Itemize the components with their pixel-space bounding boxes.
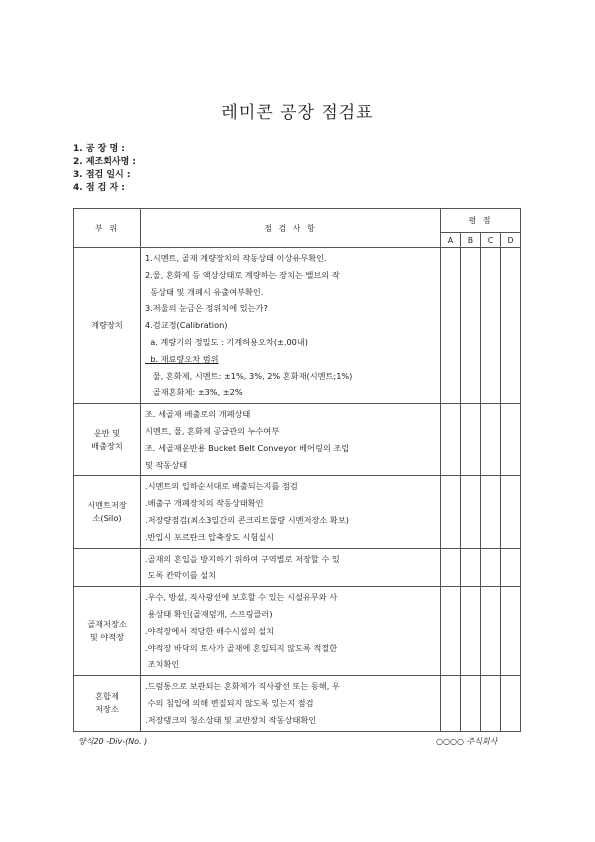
score-cell-c[interactable] [481,548,501,587]
score-cell-c[interactable] [481,476,501,548]
check-item: 동상태 및 개폐시 유출여부확인. [145,286,264,297]
form-number: 양식20 -Div-(No. ) [78,737,148,746]
grade-c: C [481,233,501,248]
info-inspection-date: 3. 점검 일시 : [73,170,131,180]
category-label: 및 야적장 [89,632,125,643]
score-cell-b[interactable] [461,476,481,548]
score-cell-b[interactable] [461,404,481,476]
category-label: 계량장치 [91,320,123,331]
score-cell-c[interactable] [481,404,501,476]
check-item: 조치확인 [145,659,180,670]
category-cell [74,587,141,676]
document-title: 레미콘 공장 점검표 [221,103,374,123]
check-item: b. 재료량오차 범위 [145,353,219,364]
header-rating: 평 점 [441,209,521,233]
grade-b: B [461,233,481,248]
check-item: 조. 세골재운반용 Bucket Belt Conveyor 베어링의 조립 [145,442,350,453]
check-item: 및 작동상태 [145,459,188,470]
score-cell-d[interactable] [501,587,521,676]
check-item: a. 계량기의 정밀도 : 기계허용오차(±.00내) [145,336,308,347]
check-item: .배출구 개폐장치의 작동상태확인 [145,498,264,509]
table-row [74,676,521,731]
info-manufacturer: 2. 제조회사명 : [73,157,137,167]
items-cell [141,248,441,404]
items-cell [141,676,441,731]
table-row [74,404,521,476]
score-cell-d[interactable] [501,548,521,587]
score-cell-d[interactable] [501,476,521,548]
category-cell [74,476,141,548]
table-row [74,248,521,404]
score-cell-a[interactable] [441,587,461,676]
info-inspector: 4. 점 검 자 : [73,183,125,193]
category-cell [74,676,141,731]
score-cell-a[interactable] [441,676,461,731]
score-cell-d[interactable] [501,676,521,731]
check-item: 시멘트, 물, 혼화제 공급관의 누수여부 [145,425,280,436]
category-label: 골재저장소 [87,619,127,630]
items-cell [141,476,441,548]
table-row [74,548,521,587]
check-item: 물, 혼화제, 시멘트: ±1%, 3%, 2% 혼화재(시멘트;1%) [145,370,353,381]
category-cell [74,548,141,587]
score-cell-a[interactable] [441,248,461,404]
header-items: 점 검 사 항 [141,209,441,248]
check-item: 3.저울의 눈금은 정위치에 있는가? [145,303,268,314]
grade-d: D [501,233,521,248]
category-label: 소(Silo) [92,512,122,523]
category-label: 시멘트저장 [87,499,127,510]
check-item: 4.검교정(Calibration) [145,320,228,331]
table-row [74,587,521,676]
score-cell-d[interactable] [501,404,521,476]
score-cell-a[interactable] [441,404,461,476]
score-cell-d[interactable] [501,248,521,404]
score-cell-b[interactable] [461,548,481,587]
company-name: ○○○○ 주식회사 [436,737,498,746]
category-label: 배출장치 [91,440,123,451]
info-factory-name: 1. 공 장 명 : [73,144,125,154]
score-cell-c[interactable] [481,587,501,676]
items-cell [141,548,441,587]
check-item: 조. 세골재 배출로의 개폐상태 [145,409,251,420]
category-label: 혼합제 [95,691,119,702]
check-item: .시멘트의 입하순서대로 배출되는지를 점검 [145,481,298,492]
category-cell [74,248,141,404]
check-item: 용상태 확인(골재덮개, 스프링클러) [145,608,273,619]
check-item: 도록 칸막이를 설치 [145,570,217,581]
check-item: .저장탱크의 청소상태 및 교반장치 작동상태확인 [145,714,317,725]
info-block [73,143,136,195]
check-item: .야적장 바닥의 토사가 골재에 혼입되지 않도록 적절한 [145,642,338,653]
score-cell-a[interactable] [441,476,461,548]
score-cell-c[interactable] [481,248,501,404]
table-row [74,476,521,548]
check-item: .저장량점검(최소3일간의 콘크리트물량 시멘저장소 확보) [145,514,349,525]
score-cell-b[interactable] [461,248,481,404]
check-item: .골재의 혼입을 방지하기 위하여 구역별로 저장할 수 있 [145,553,340,564]
check-item: 2.물, 혼화제 등 액상상태로 계량하는 장치는 밸브의 작 [145,269,340,280]
category-label: 저장소 [95,704,119,715]
items-cell [141,587,441,676]
check-item: .드럼통으로 보관되는 혼화제가 직사광선 또는 동해, 우 [145,681,340,692]
category-cell [74,404,141,476]
check-item: 골재혼화제: ±3%, ±2% [145,387,243,398]
score-cell-c[interactable] [481,676,501,731]
check-item: 수의 침입에 의해 변질되지 않도록 있는지 점검 [145,697,314,708]
check-item: .야적장에서 적당한 배수시설의 설치 [145,625,275,636]
score-cell-b[interactable] [461,676,481,731]
score-cell-a[interactable] [441,548,461,587]
score-cell-b[interactable] [461,587,481,676]
grade-a: A [441,233,461,248]
check-item: 1.시멘트, 골재 계량장치의 작동상태 이상유무확인. [145,253,327,263]
category-label: 운반 및 [93,427,121,438]
header-part: 부 위 [74,209,141,248]
check-item: .반입시 포르탄크 압축장도 시험실시 [145,531,275,542]
items-cell [141,404,441,476]
check-item: .우수, 방설, 직사광선에 보호할 수 있는 시설유무와 사 [145,592,338,603]
checklist-table [73,208,521,732]
